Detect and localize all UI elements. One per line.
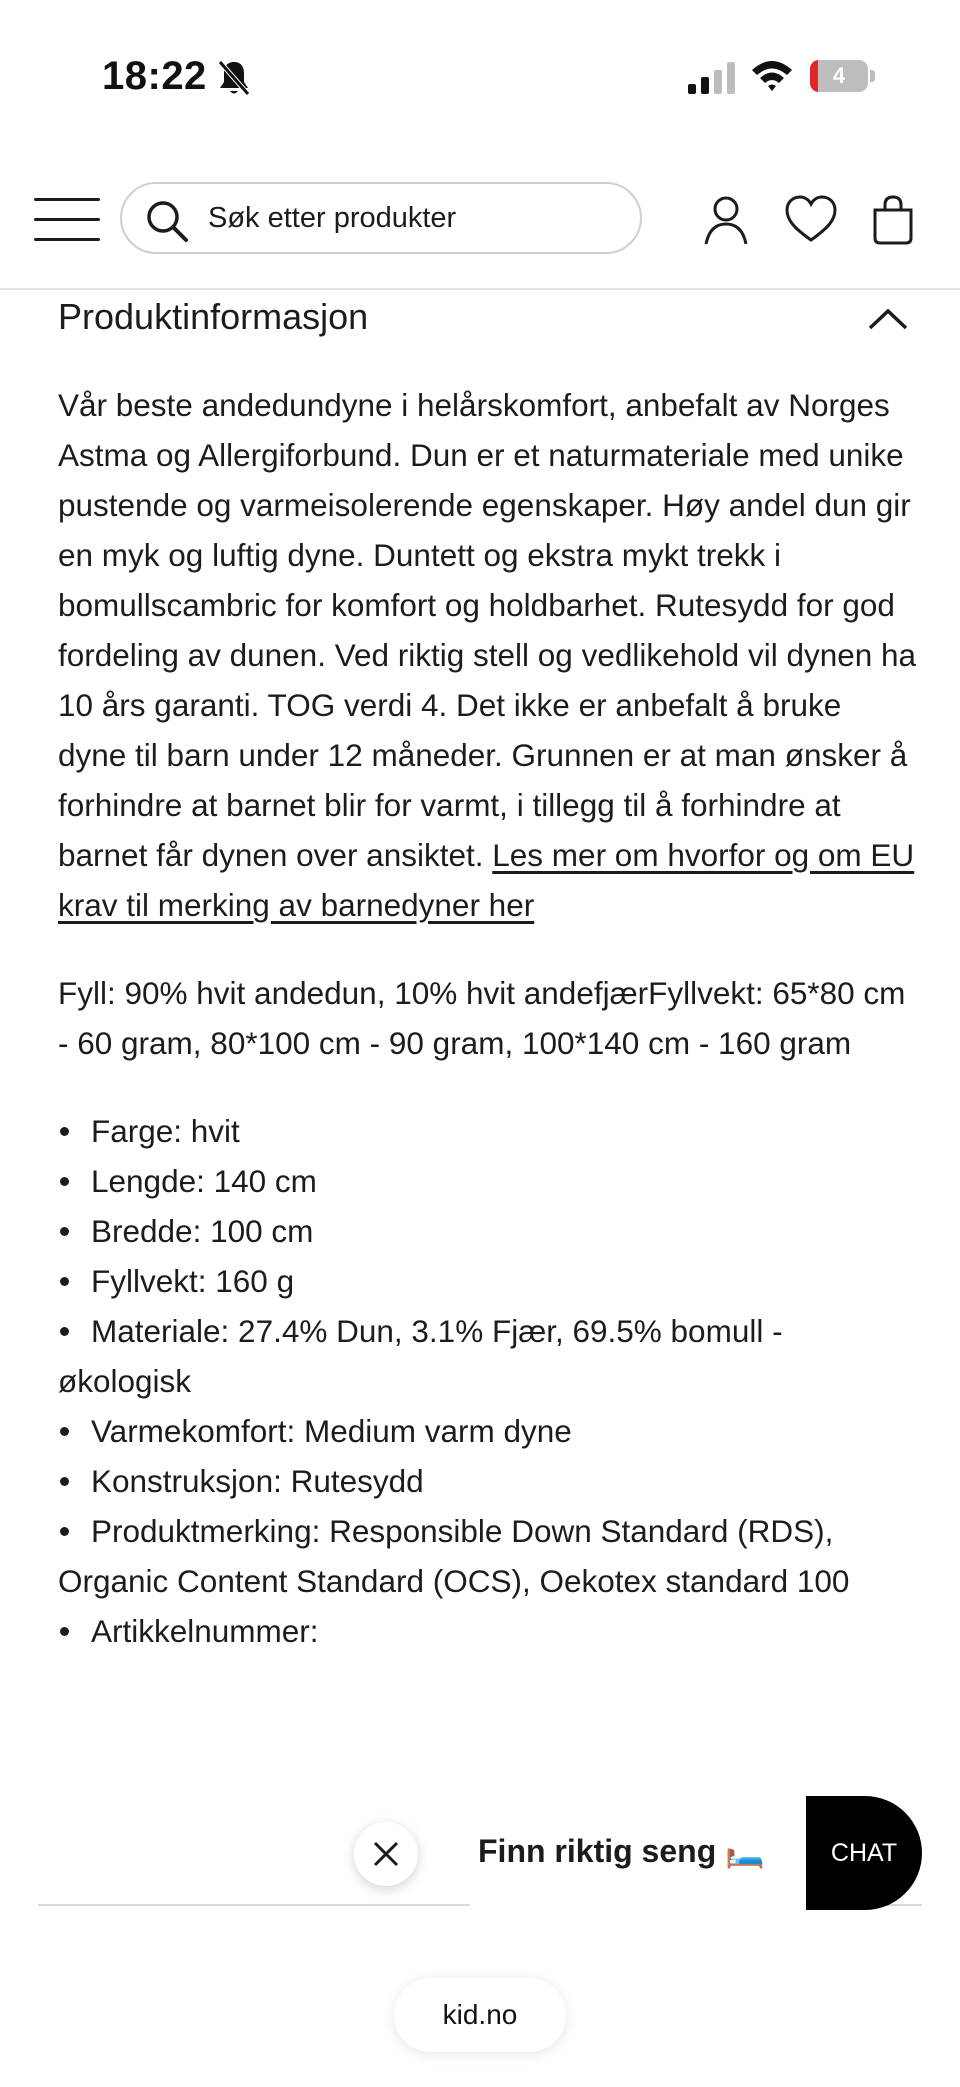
eu-rules-link[interactable]: Les mer om hvorfor og om EU krav til merking av barnedyner her (58, 837, 915, 923)
close-promo-button[interactable] (354, 1822, 418, 1886)
status-time: 18:22 (102, 54, 207, 98)
spec-item: Fyllvekt: 160 g (58, 1256, 918, 1306)
search-placeholder: Søk etter produkter (208, 202, 457, 234)
url-text: kid.no (442, 1999, 518, 2030)
divider (38, 1904, 470, 1906)
product-info-accordion[interactable] (0, 290, 960, 380)
account-icon[interactable] (702, 194, 750, 246)
signal-icon (688, 62, 736, 94)
product-info-content (58, 380, 918, 1656)
chevron-up-icon[interactable] (866, 304, 910, 334)
promo-text[interactable]: Finn riktig seng 🛏️ (478, 1833, 765, 1869)
browser-url-bar[interactable] (394, 1978, 566, 2052)
search-input[interactable] (120, 182, 642, 254)
spec-list (58, 1106, 918, 1656)
bell-slash-icon (216, 58, 252, 98)
spec-item: Varmekomfort: Medium varm dyne (58, 1406, 918, 1456)
search-icon (144, 198, 190, 244)
heart-icon[interactable] (784, 194, 838, 246)
spec-item: Materiale: 27.4% Dun, 3.1% Fjær, 69.5% bomull - økologisk (58, 1306, 918, 1406)
spec-item: Bredde: 100 cm (58, 1206, 918, 1256)
chat-label: CHAT (830, 1839, 898, 1867)
battery-icon (810, 60, 876, 94)
spec-item: Konstruksjon: Rutesydd (58, 1456, 918, 1506)
spec-item: Artikkelnummer: (58, 1606, 918, 1656)
wifi-icon (750, 58, 794, 94)
description-text: Vår beste andedundyne i helårskomfort, anbefalt av Norges Astma og Allergiforbund. Dun er et naturmateriale med unike pustende og varmeisolerende egenskaper. Høy andel dun gir en myk og luftig dyne. Duntett og ekstra mykt trekk i bomullscambric for komfort og holdbarhet. Rutesydd for god fordeling av dunen. Ved riktig stell og vedlikehold vil dynen ha 10 års garanti. TOG verdi 4. Det ikke er anbefalt å bruke dyne til barn under 12 måneder. Grunnen er at man ønsker å forhindre at barnet blir for varmt, i tillegg til å forhindre at barnet får dynen over ansiktet. (58, 387, 917, 873)
cart-icon[interactable] (870, 194, 916, 246)
battery-level: 4 (832, 63, 846, 88)
close-icon (372, 1840, 400, 1868)
spec-item: Farge: hvit (58, 1106, 918, 1156)
menu-icon[interactable] (34, 198, 100, 242)
section-title: Produktinformasjon (58, 296, 369, 337)
chat-button[interactable] (806, 1796, 922, 1910)
spec-item: Produktmerking: Responsible Down Standard (RDS), Organic Content Standard (OCS), Oekotex standard 100 (58, 1506, 918, 1606)
fill-info: Fyll: 90% hvit andedun, 10% hvit andefjærFyllvekt: 65*80 cm - 60 gram, 80*100 cm - 90 gram, 100*140 cm - 160 gram (58, 975, 906, 1061)
spec-item: Lengde: 140 cm (58, 1156, 918, 1206)
description-paragraph (58, 380, 918, 930)
status-bar (0, 0, 960, 150)
site-header (0, 150, 960, 290)
